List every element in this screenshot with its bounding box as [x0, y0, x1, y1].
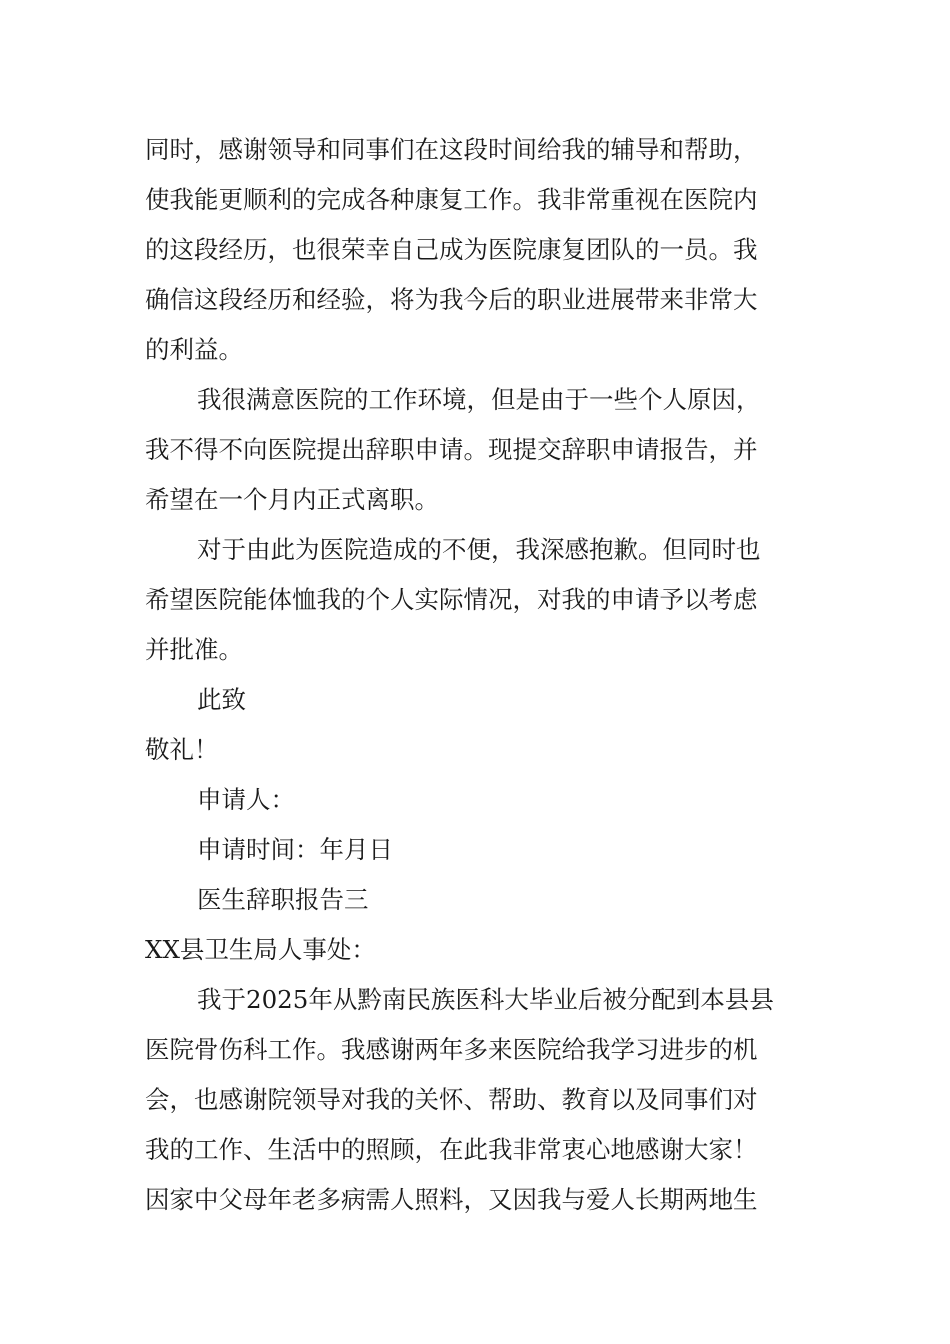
application-date-label: 申请时间：年月日 [197, 835, 393, 864]
paragraph-first-line: 对于由此为医院造成的不便，我深感抱歉。但同时也 [197, 535, 761, 564]
text-line: 并批准。 [145, 635, 243, 664]
text-line: 我的工作、生活中的照顾，在此我非常衷心地感谢大家！ [145, 1135, 758, 1164]
text-line: 的这段经历，也很荣幸自己成为医院康复团队的一员。我 [145, 235, 758, 264]
paragraph-first-line: 我很满意医院的工作环境，但是由于一些个人原因， [197, 385, 761, 414]
text-line: 希望在一个月内正式离职。 [145, 485, 439, 514]
text-line: 会，也感谢院领导对我的关怀、帮助、教育以及同事们对 [145, 1085, 758, 1114]
recipient-line: XX县卫生局人事处： [145, 935, 376, 964]
paragraph-first-line: 我于2025年从黔南民族医科大毕业后被分配到本县县 [197, 985, 774, 1014]
document-body [145, 125, 810, 1225]
closing-regards: 敬礼！ [145, 735, 219, 764]
text-line: 使我能更顺利的完成各种康复工作。我非常重视在医院内 [145, 185, 758, 214]
text-line: 因家中父母年老多病需人照料，又因我与爱人长期两地生 [145, 1185, 758, 1214]
text-line: 同时，感谢领导和同事们在这段时间给我的辅导和帮助， [145, 135, 758, 164]
section-heading: 医生辞职报告三 [197, 885, 369, 914]
text-line: 希望医院能体恤我的个人实际情况，对我的申请予以考虑 [145, 585, 758, 614]
text-line: 的利益。 [145, 335, 243, 364]
closing-salutation: 此致 [197, 685, 246, 714]
text-line: 确信这段经历和经验，将为我今后的职业进展带来非常大 [145, 285, 758, 314]
text-line: 医院骨伤科工作。我感谢两年多来医院给我学习进步的机 [145, 1035, 758, 1064]
text-line: 我不得不向医院提出辞职申请。现提交辞职申请报告，并 [145, 435, 758, 464]
applicant-label: 申请人： [197, 785, 295, 814]
